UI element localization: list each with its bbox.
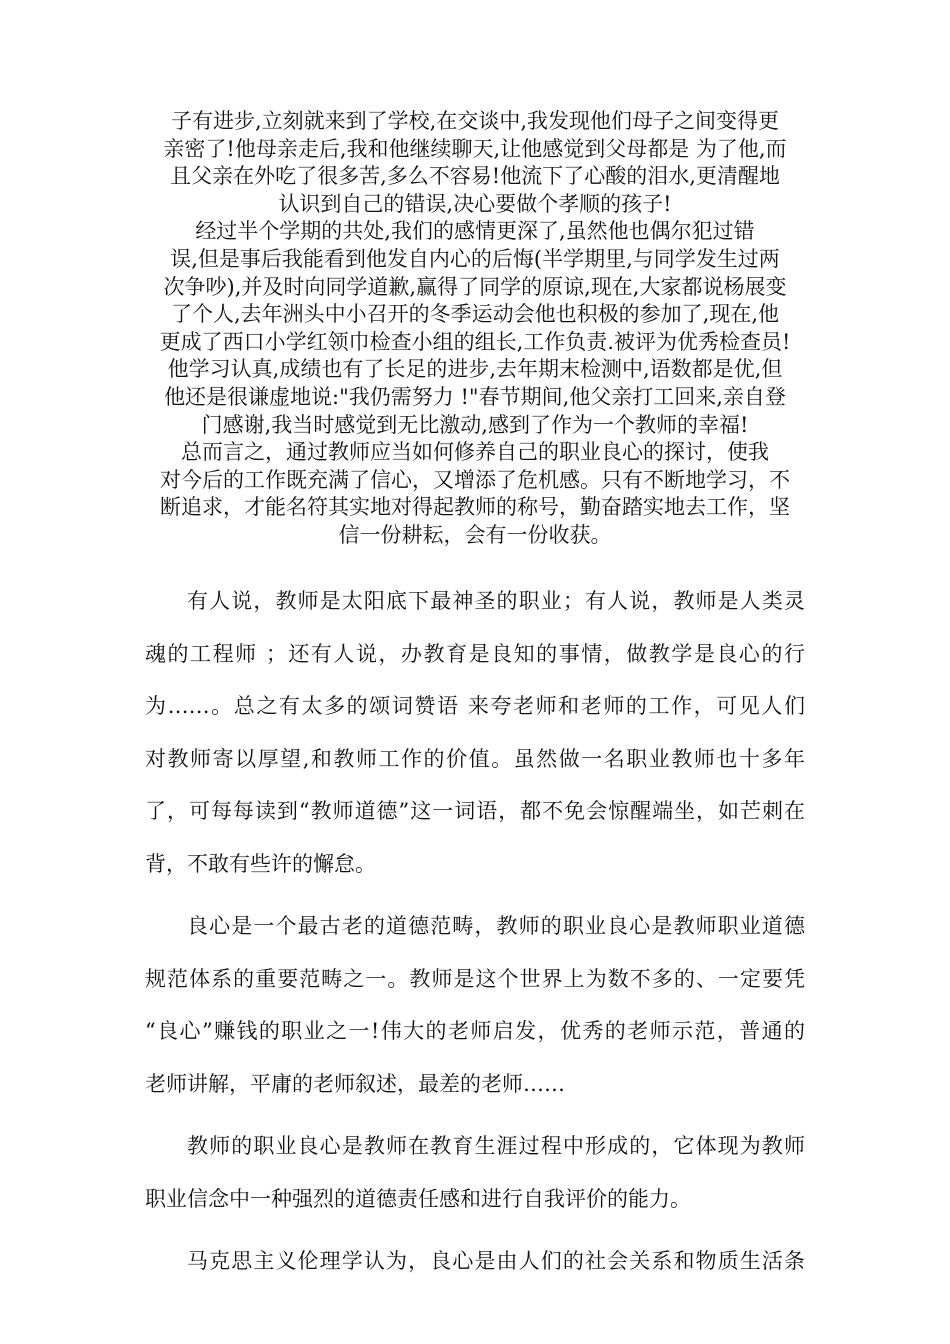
text-line: 背，不敢有些许的懈怠。: [145, 851, 376, 876]
paragraph: [145, 580, 805, 895]
text-line: 教师的职业良心是教师在教育生涯过程中形成的，它体现为教师: [187, 1134, 805, 1158]
text-line: 为……。总之有太多的颂词赞语 来夸老师和老师的工作，可见人们: [145, 694, 805, 718]
text-line: 子有进步,立刻就来到了学校,在交谈中,我发现他们母子之间变得更: [170, 109, 780, 133]
paragraph: [145, 1240, 805, 1293]
text-line: 且父亲在外吃了很多苦,多么不容易!他流下了心酸的泪水,更清醒地: [170, 164, 780, 189]
text-line: 亲密了!他母亲走后,我和他继续聊天,让他感觉到父母都是 为了他,而: [163, 136, 787, 161]
text-line: 门感谢,我当时感觉到无比激动,感到了作为一个教师的幸福!: [201, 412, 749, 437]
text-line: 他还是很谦虚地说:"我仍需努力 !"春节期间,他父亲打工回来,亲自登: [164, 384, 786, 409]
text-line: 了个人,去年洲头中小召开的冬季运动会他也积极的参加了,现在,他: [170, 302, 780, 327]
text-line: 经过半个学期的共处,我们的感情更深了,虽然他也偶尔犯过错: [195, 219, 755, 244]
text-line: 次争吵),并及时向同学道歉,赢得了同学的原谅,现在,大家都说杨展变: [163, 274, 787, 299]
text-line: 误,但是事后我能看到他发自内心的后悔(半学期里,与同学发生过两: [170, 246, 780, 271]
text-line: 老师讲解，平庸的老师叙述，最差的老师……: [145, 1071, 565, 1096]
paragraph: [145, 1125, 805, 1230]
text-line: 对教师寄以厚望,和教师工作的价值。虽然做一名职业教师也十多年: [145, 746, 805, 771]
text-line: 更成了西口小学红领巾检查小组的组长,工作负责.被评为优秀检查员!: [159, 329, 791, 354]
text-line: 有人说，教师是太阳底下最神圣的职业；有人说，教师是人类灵: [187, 589, 805, 613]
text-line: 马克思主义伦理学认为，良心是由人们的社会关系和物质生活条: [187, 1249, 805, 1273]
text-line: 断追求，才能名符其实地对得起教师的称号，勤奋踏实地去工作，坚: [160, 495, 790, 520]
paragraph: [145, 905, 805, 1115]
text-line: 他学习认真,成绩也有了长足的进步,去年期末检测中,语数都是优,但: [167, 357, 783, 382]
top-text-block: [143, 108, 807, 550]
text-line: 魂的工程师 ；还有人说，办教育是良知的事情，做教学是良心的行: [145, 641, 805, 666]
text-line: 职业信念中一种强烈的道德责任感和进行自我评价的能力。: [145, 1186, 691, 1211]
body-text-block: [145, 580, 805, 1293]
text-line: 规范体系的重要范畴之一。教师是这个世界上为数不多的、一定要凭: [145, 966, 805, 991]
text-line: 信一份耕耘，会有一份收获。: [338, 522, 612, 547]
text-line: “良心”赚钱的职业之一!伟大的老师启发，优秀的老师示范，普通的: [145, 1019, 805, 1043]
text-line: 了，可每每读到“教师道德”这一词语，都不免会惊醒端坐，如芒刺在: [145, 799, 805, 823]
text-line: 认识到自己的错误,决心要做个孝顺的孩子!: [278, 191, 672, 216]
text-line: 对今后的工作既充满了信心，又增添了危机感。只有不断地学习，不: [160, 467, 790, 492]
text-line: 良心是一个最古老的道德范畴，教师的职业良心是教师职业道德: [187, 914, 805, 938]
text-line: 总而言之，通过教师应当如何修养自己的职业良心的探讨，使我: [181, 440, 769, 465]
